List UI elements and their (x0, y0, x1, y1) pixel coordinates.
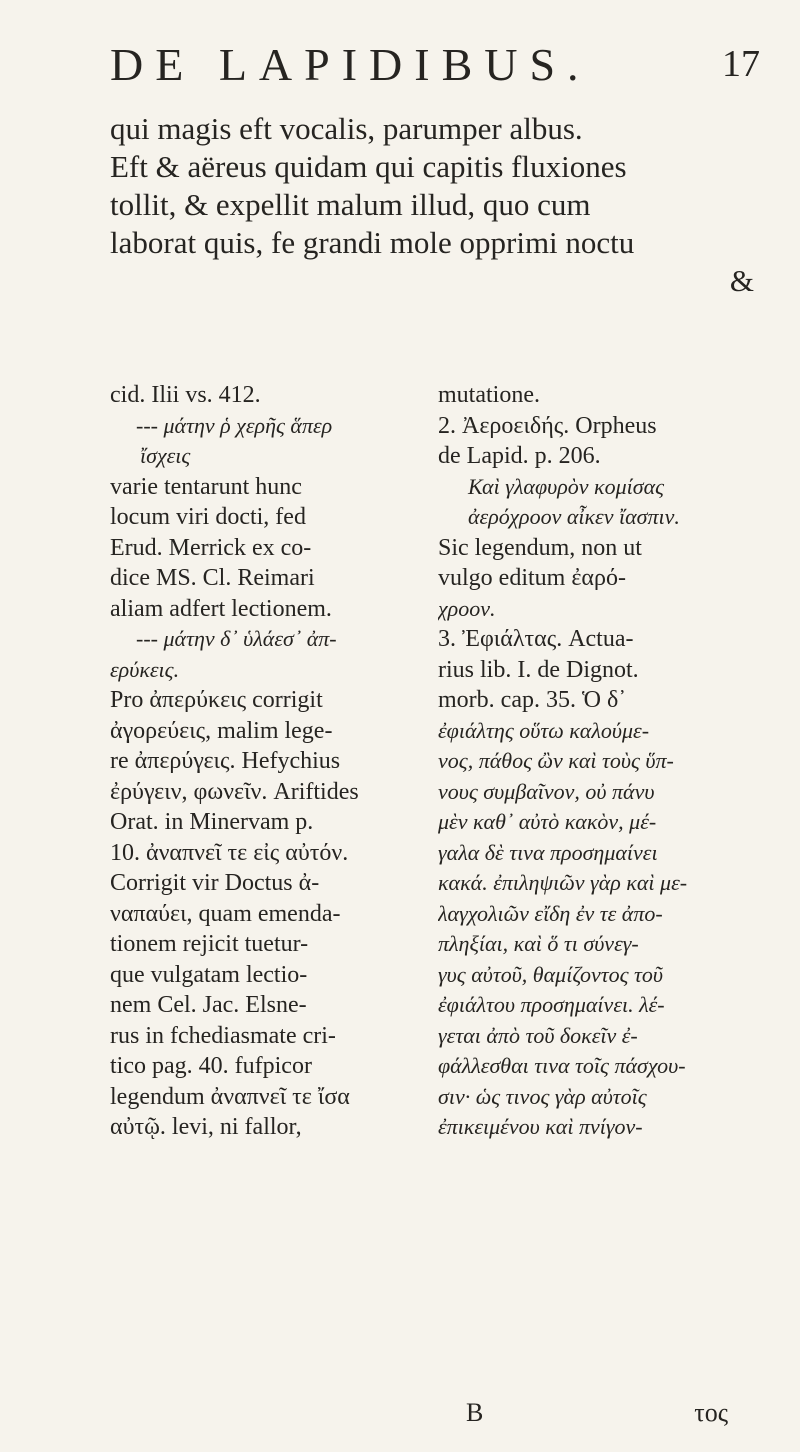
page-number: 17 (722, 43, 760, 85)
note-line: ἀγορεύεις, malim lege- (110, 717, 333, 744)
note-line: νος, πάθος ὢν καὶ τοὺς ὕπ- (438, 748, 674, 773)
note-line: de Lapid. p. 206. (438, 443, 601, 469)
right-notes-column (438, 380, 758, 1143)
note-line: ἐφιάλτης οὕτω καλούμε- (438, 717, 650, 743)
note-line: ἴσχεις (140, 443, 191, 468)
note-line: κακά. ἐπιληψιῶν γὰρ καὶ με- (438, 870, 688, 895)
catchword: τος (694, 1398, 728, 1427)
note-line: Sic legendum, non ut (438, 534, 642, 561)
note-line: νους συμβαῖνον, οὐ πάνυ (438, 778, 655, 804)
note-line: Erud. Merrick ex co- (110, 534, 312, 561)
note-line: --- μάτην δ᾽ ὑλάεσ᾽ ἀπ- (136, 626, 337, 651)
note-line: vulgo editum ἐαρό- (438, 565, 626, 591)
note-line: ἐφιάλτου προσημαίνει. λέ- (438, 992, 665, 1017)
note-line: morb. cap. 35. Ὁ δ᾽ (438, 687, 627, 713)
note-line: 10. ἀναπνεῖ τε εἰς αὐτόν. (110, 839, 349, 866)
left-notes-column (110, 380, 410, 1143)
note-line: 3. Ἐφιάλτας. Actua- (438, 626, 634, 652)
note-line: Orat. in Minervam p. (110, 809, 314, 835)
note-line: γαλα δὲ τινα προσημαίνει (438, 839, 658, 865)
note-line: ερύκεις. (110, 656, 180, 682)
note-line: nem Cel. Jac. Elsne- (110, 992, 307, 1018)
intro-line: & (729, 263, 754, 298)
intro-line: qui magis eft vocalis, parumper albus. (110, 111, 583, 146)
note-line: --- μάτην ῥ χερῆς ἅπερ (136, 412, 333, 438)
note-line: tico pag. 40. fufpicor (110, 1053, 312, 1079)
running-head (110, 38, 790, 98)
note-line: Καὶ γλαφυρὸν κομίσας (468, 473, 665, 499)
running-title: DE LAPIDIBUS. (110, 39, 591, 90)
note-line: λαγχολιῶν εἴδη ἐν τε ἀπο- (438, 900, 663, 926)
intro-line: tollit, & expellit malum illud, quo cum (110, 187, 591, 222)
note-line: Pro ἀπερύκεις corrigit (110, 687, 323, 713)
note-line: φάλλεσθαι τινα τοῖς πάσχου- (438, 1053, 686, 1078)
note-line: tionem rejicit tuetur- (110, 931, 309, 957)
note-line: locum viri docti, fed (110, 504, 306, 530)
intro-line: laborat quis, fe grandi mole opprimi noctu (110, 225, 635, 260)
note-line: ἐπικειμένου καὶ πνίγον- (438, 1114, 643, 1139)
note-line: ἀερόχροον αἶκεν ἴασπιν. (468, 504, 680, 529)
note-line: ναπαύει, quam emenda- (110, 900, 341, 927)
note-line: χροον. (438, 595, 496, 621)
note-line: rius lib. I. de Dignot. (438, 656, 639, 683)
note-line: ἐρύγειν, φωνεῖν. Ariftides (110, 778, 359, 805)
note-line: γυς αὐτοῦ, θαμίζοντος τοῦ (438, 961, 664, 987)
intro-paragraph (110, 110, 770, 300)
intro-line: Eft & aëreus quidam qui capitis fluxiones (110, 149, 627, 184)
note-line: 2. Ἀεροειδής. Orpheus (438, 412, 657, 439)
note-line: Corrigit vir Doctus ἀ- (110, 870, 320, 896)
note-line: πληξίαι, καὶ ὅ τι σύνεγ- (438, 931, 639, 956)
note-line: legendum ἀναπνεῖ τε ἴσα (110, 1083, 350, 1110)
note-line: dice MS. Cl. Reimari (110, 565, 315, 591)
note-line: σιν· ὡς τινος γὰρ αὐτοῖς (438, 1083, 647, 1109)
note-line: rus in fchediasmate cri- (110, 1022, 336, 1049)
note-line: αὐτῷ. levi, ni fallor, (110, 1114, 302, 1140)
note-line: cid. Ilii vs. 412. (110, 382, 261, 408)
note-line: γεται ἀπὸ τοῦ δοκεῖν ἐ- (438, 1022, 638, 1048)
note-line: que vulgatam lectio- (110, 961, 308, 988)
note-line: aliam adfert lectionem. (110, 595, 332, 622)
note-line: varie tentarunt hunc (110, 473, 302, 500)
signature-mark: B (466, 1398, 484, 1427)
note-line: μὲν καθ᾽ αὐτὸ κακὸν, μέ- (438, 809, 657, 834)
note-line: mutatione. (438, 382, 540, 408)
note-line: re ἀπερύγεις. Hefychius (110, 748, 341, 774)
